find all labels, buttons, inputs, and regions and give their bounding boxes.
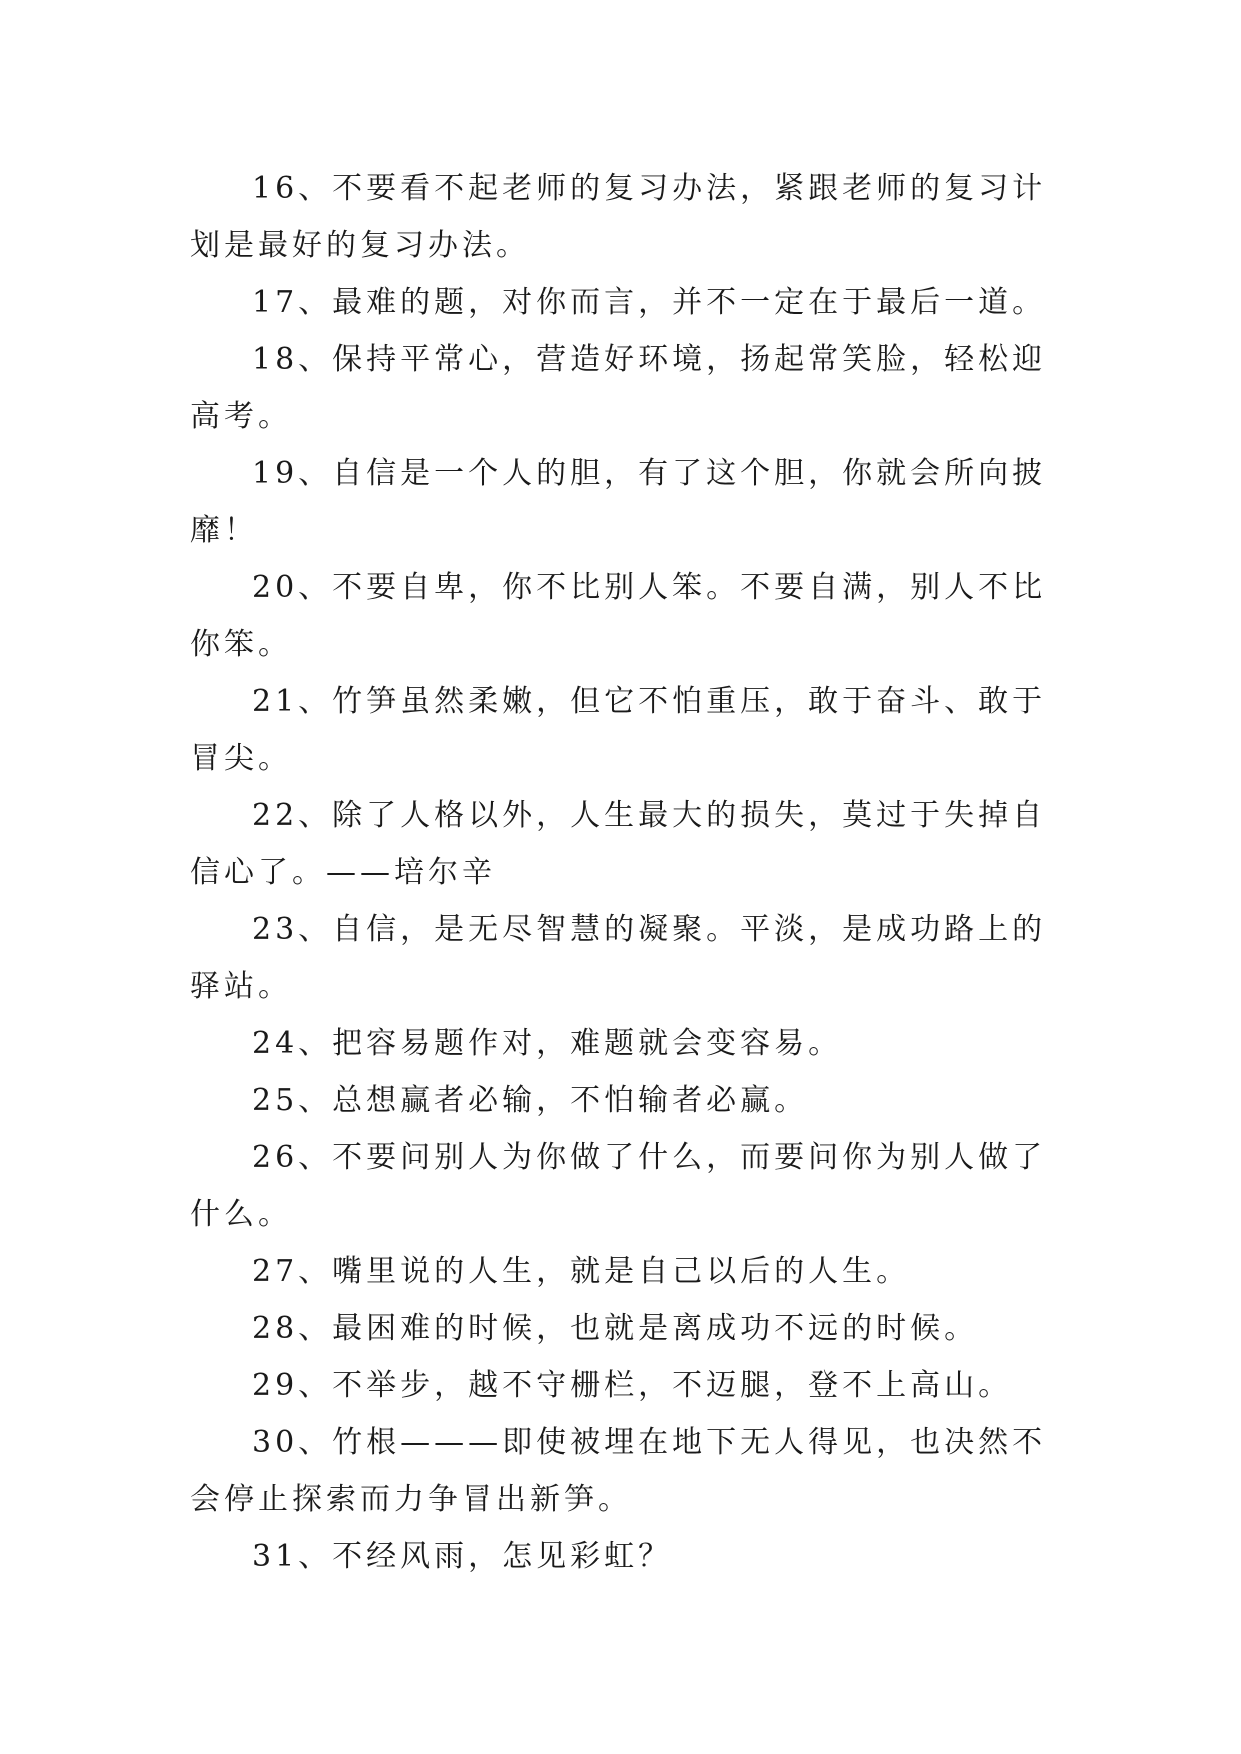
quote-19: 19、自信是一个人的胆，有了这个胆，你就会所向披靡！ — [190, 456, 1047, 548]
quote-17: 17、最难的题，对你而言，并不一定在于最后一道。 — [252, 285, 1047, 320]
quote-29: 29、不举步，越不守栅栏，不迈腿，登不上高山。 — [252, 1368, 1013, 1403]
quote-25: 25、总想赢者必输，不怕输者必赢。 — [252, 1083, 809, 1118]
quote-31: 31、不经风雨，怎见彩虹？ — [252, 1539, 673, 1574]
quote-21: 21、竹笋虽然柔嫩，但它不怕重压，敢于奋斗、敢于冒尖。 — [190, 684, 1047, 776]
quote-28: 28、最困难的时候，也就是离成功不远的时候。 — [252, 1311, 979, 1346]
quote-30: 30、竹根———即使被埋在地下无人得见，也决然不会停止探索而力争冒出新笋。 — [190, 1425, 1047, 1517]
quote-26: 26、不要问别人为你做了什么，而要问你为别人做了什么。 — [190, 1140, 1047, 1232]
quote-22: 22、除了人格以外，人生最大的损失，莫过于失掉自信心了。——培尔辛 — [190, 798, 1047, 890]
quote-20: 20、不要自卑，你不比别人笨。不要自满，别人不比你笨。 — [190, 570, 1047, 662]
quote-18: 18、保持平常心，营造好环境，扬起常笑脸，轻松迎高考。 — [190, 342, 1047, 434]
quote-16: 16、不要看不起老师的复习办法，紧跟老师的复习计划是最好的复习办法。 — [190, 171, 1047, 263]
quote-24: 24、把容易题作对，难题就会变容易。 — [252, 1026, 843, 1061]
quote-27: 27、嘴里说的人生，就是自己以后的人生。 — [252, 1254, 911, 1289]
quote-23: 23、自信，是无尽智慧的凝聚。平淡，是成功路上的驿站。 — [190, 912, 1047, 1004]
quote-list — [190, 160, 1050, 1585]
